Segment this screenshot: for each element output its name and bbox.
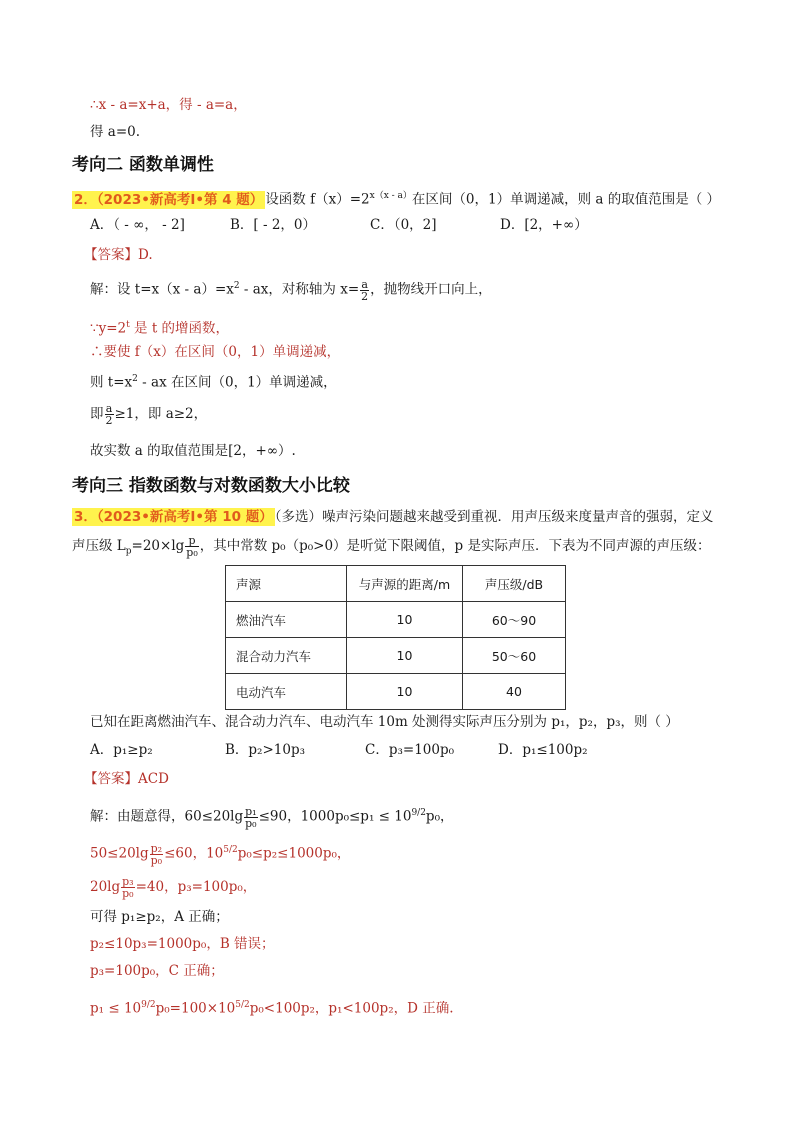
option-b: B．p₂>10p₃ [225, 742, 306, 758]
table-cell: 电动汽车 [226, 674, 347, 710]
solution-line: p₂≤10p₃=1000p₀，B 错误； [90, 936, 275, 952]
question-3-options [90, 740, 588, 760]
solution-line: $p_1 \le 10^{9/2}p_0=100\times 10^{5/2}p_0<100p_2$，p₁<100p₂，D 正确. [90, 1000, 454, 1017]
solution-line: ∴要使 f（x）在区间（0，1）单调递减， [90, 344, 341, 360]
section-heading: 考向三 指数函数与对数函数大小比较 [72, 476, 350, 496]
option-b: B．[ - 2，0） [230, 217, 317, 233]
answer-label: 【答案】D. [84, 247, 153, 263]
table-row [226, 674, 566, 710]
solution-line: 解：设 $t=x(x - a)=x^2$ - ax，对称轴为 x= $\frac{a}{2}$ ，抛物线开口向上， [90, 277, 492, 303]
solution-line: 50≤20lg $\frac{\text{p₂}}{\text{p₀}}$ ≤60，$10^{5/2}p_0\le p_2\le 1000p_0$， [90, 841, 351, 867]
table-header-cell: 声源 [226, 566, 347, 602]
table-cell: 10 [347, 602, 463, 638]
solution-line: p₃=100p₀，C 正确； [90, 963, 224, 979]
section-heading: 考向二 函数单调性 [72, 155, 214, 175]
solution-line: 即 $\frac{a}{2}$ ≥1，即 a≥2， [90, 402, 208, 427]
option-d: D．p₁≤100p₂ [498, 742, 588, 758]
solution-line: 得 a=0. [90, 124, 141, 140]
table-header-row [226, 566, 566, 602]
solution-line: 20lg $\frac{\text{p₃}}{\text{p₀}}$ =40，p₃=100p₀， [90, 875, 257, 900]
option-d: D．[2，+∞） [500, 217, 588, 233]
solution-line: 则 $t=x^2$ - ax 在区间（0，1）单调递减， [90, 374, 337, 391]
question-3-stem: 已知在距离燃油汽车、混合动力汽车、电动汽车 10m 处测得实际声压分别为 p₁，p₂，p₃，则（ ） [90, 714, 679, 730]
table-header-cell: 声压级/dB [463, 566, 566, 602]
question-3-stem: 声压级 $L_p=20\times\lg$ $\frac{p}{\text{p₀}}$ ，其中常数 p₀（p₀>0）是听觉下限阈值，p 是实际声压．下表为不同声源的声压级： [72, 534, 711, 559]
question-3-stem: 3．（2023•新高考Ⅰ•第 10 题） （多选）噪声污染问题越来越受到重视．用声压级来度量声音的强弱，定义 [74, 509, 714, 525]
table-row [226, 602, 566, 638]
table-header-cell: 与声源的距离/m [347, 566, 463, 602]
table-cell: 40 [463, 674, 566, 710]
option-a: A．p₁≥p₂ [90, 742, 153, 758]
question-2-options [90, 215, 588, 235]
table-cell: 10 [347, 674, 463, 710]
answer-label: 【答案】ACD [84, 771, 169, 787]
solution-line: 可得 p₁≥p₂，A 正确； [90, 909, 229, 925]
table-cell: 50～60 [463, 638, 566, 674]
table-cell: 燃油汽车 [226, 602, 347, 638]
table-cell: 60～90 [463, 602, 566, 638]
solution-line: $\because y=2^t$ 是 t 的增函数， [90, 320, 230, 337]
option-c: C．p₃=100p₀ [365, 742, 455, 758]
solution-line: 解：由题意得，60≤20lg $\frac{\text{p₁}}{\text{p₀}}$ ≤90，$1000p_0\le p_1 \le 10^{9/2}p_0$， [90, 804, 454, 830]
table-cell: 10 [347, 638, 463, 674]
sound-level-table [225, 565, 566, 710]
table-row [226, 638, 566, 674]
option-c: C．（0，2] [370, 217, 437, 233]
table-cell: 混合动力汽车 [226, 638, 347, 674]
question-2-stem: 2．（2023•新高考Ⅰ•第 4 题） 设函数 $f(x)=2^{x(x - a)}$在区间（0，1）单调递减，则 a 的取值范围是（ ） [74, 191, 721, 208]
question-number: 3．（2023•新高考Ⅰ•第 10 题） [74, 509, 273, 525]
option-a: A．（ - ∞， - 2] [90, 217, 185, 233]
solution-line: ∴x - a=x+a，得 - a=a， [90, 97, 247, 113]
solution-line: 故实数 a 的取值范围是[2，+∞）. [90, 443, 296, 459]
question-number: 2．（2023•新高考Ⅰ•第 4 题） [74, 191, 264, 208]
